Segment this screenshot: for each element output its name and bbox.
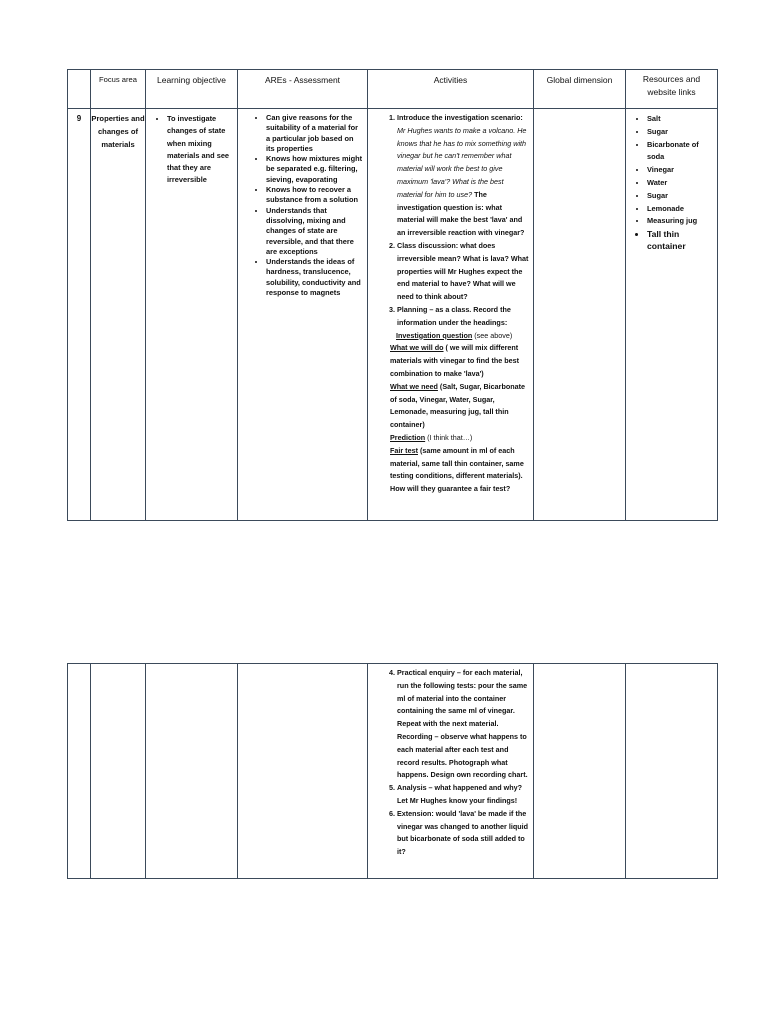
resource-item: • Salt [647, 113, 713, 126]
header-row [68, 70, 718, 109]
row-number: 9 [68, 109, 91, 521]
activity-item-6: 6. Extension: would 'lava' be made if the vinegar was changed to another liquid but bicarbonate of soda still added to it? [397, 808, 529, 859]
resource-item: • Sugar [647, 190, 713, 203]
objective-item: • To investigate changes of state when mixing materials and see that they are irreversible [167, 113, 233, 187]
heading-what-we-need: What we need (Salt, Sugar, Bicarbonate of soda, Vinegar, Water, Sugar, Lemonade, measuring jug, tall thin container) [390, 381, 526, 430]
activity-item-2: 2. Class discussion: what does irreversible mean? What is lava? What properties will Mr Hughes expect the end material to have? What will we need to think about? [397, 240, 529, 304]
resources-cell [626, 109, 718, 521]
activity-item-3: 3. Planning – as a class. Record the information under the headings: [397, 304, 529, 330]
ares-item: • Knows how to recover a substance from a solution [266, 185, 363, 206]
resource-item: • Bicarbonate of soda [647, 139, 713, 165]
ares-item: • Understands the ideas of hardness, translucence, solubility, conductivity and response to magnets [266, 257, 363, 298]
empty-cell [91, 664, 146, 879]
lesson-plan-table-page-1 [67, 69, 718, 521]
lesson-plan-table-page-2 [67, 663, 718, 879]
header-blank [68, 70, 91, 109]
learning-objective-cell [146, 109, 238, 521]
empty-cell [534, 664, 626, 879]
ares-item: • Knows how mixtures might be separated e.g. filtering, sieving, evaporating [266, 154, 363, 185]
activity-item-1 [397, 112, 529, 240]
resource-item: • Sugar [647, 126, 713, 139]
ares-cell [238, 109, 368, 521]
activity-1-scenario: Mr Hughes wants to make a volcano. He knows that he has to mix something with vinegar but he can't remember what material will work the best to give maximum 'lava'? What is the best material for him to use? [397, 125, 527, 199]
focus-area-cell: Properties and changes of materials [91, 109, 146, 521]
resource-item: • Vinegar [647, 164, 713, 177]
resource-item: • Lemonade [647, 203, 713, 216]
empty-cell [146, 664, 238, 879]
empty-cell [238, 664, 368, 879]
header-resources: Resources and website links [626, 70, 718, 109]
header-global-dimension: Global dimension [534, 70, 626, 109]
activity-1-question: The investigation question is: what material will make the best 'lava' and an irreversible reaction with vinegar? [397, 189, 525, 238]
resource-item: • Measuring jug [647, 215, 713, 228]
heading-fair-test: Fair test (same amount in ml of each material, same tall thin container, same testing conditions, different materials). How will they guarantee a fair test? [390, 445, 524, 494]
heading-investigation-question: Investigation question (see above) [396, 330, 513, 340]
activity-1-intro: Introduce the investigation scenario: [397, 113, 523, 122]
activities-cell [368, 664, 534, 879]
header-activities: Activities [368, 70, 534, 109]
activity-item-4: 4. Practical enquiry – for each material, run the following tests: pour the same ml of material into the container containing the same ml of vinegar. Repeat with the next material. Recording – observe what happens to each material after each test and record results. Photograph what happens. Design own recording chart. [397, 667, 529, 782]
ares-item: • Understands that dissolving, mixing and changes of state are reversible, and that there are exceptions [266, 206, 363, 257]
activity-item-5: 5. Analysis – what happened and why? Let Mr Hughes know your findings! [397, 782, 529, 808]
heading-prediction: Prediction (I think that…) [390, 432, 473, 442]
lesson-row-9 [68, 109, 718, 521]
ares-item: • Can give reasons for the suitability of a material for a particular job based on its properties [266, 113, 363, 154]
header-ares-assessment: AREs - Assessment [238, 70, 368, 109]
continuation-row [68, 664, 718, 879]
header-focus-area: Focus area [91, 70, 146, 109]
resource-item: • Tall thin container [647, 228, 713, 252]
activities-cell [368, 109, 534, 521]
resource-item: • Water [647, 177, 713, 190]
empty-cell [68, 664, 91, 879]
empty-cell [626, 664, 718, 879]
global-dimension-cell [534, 109, 626, 521]
heading-what-we-will-do: What we will do ( we will mix different materials with vinegar to find the best combination to make 'lava') [390, 343, 519, 378]
header-learning-objective: Learning objective [146, 70, 238, 109]
